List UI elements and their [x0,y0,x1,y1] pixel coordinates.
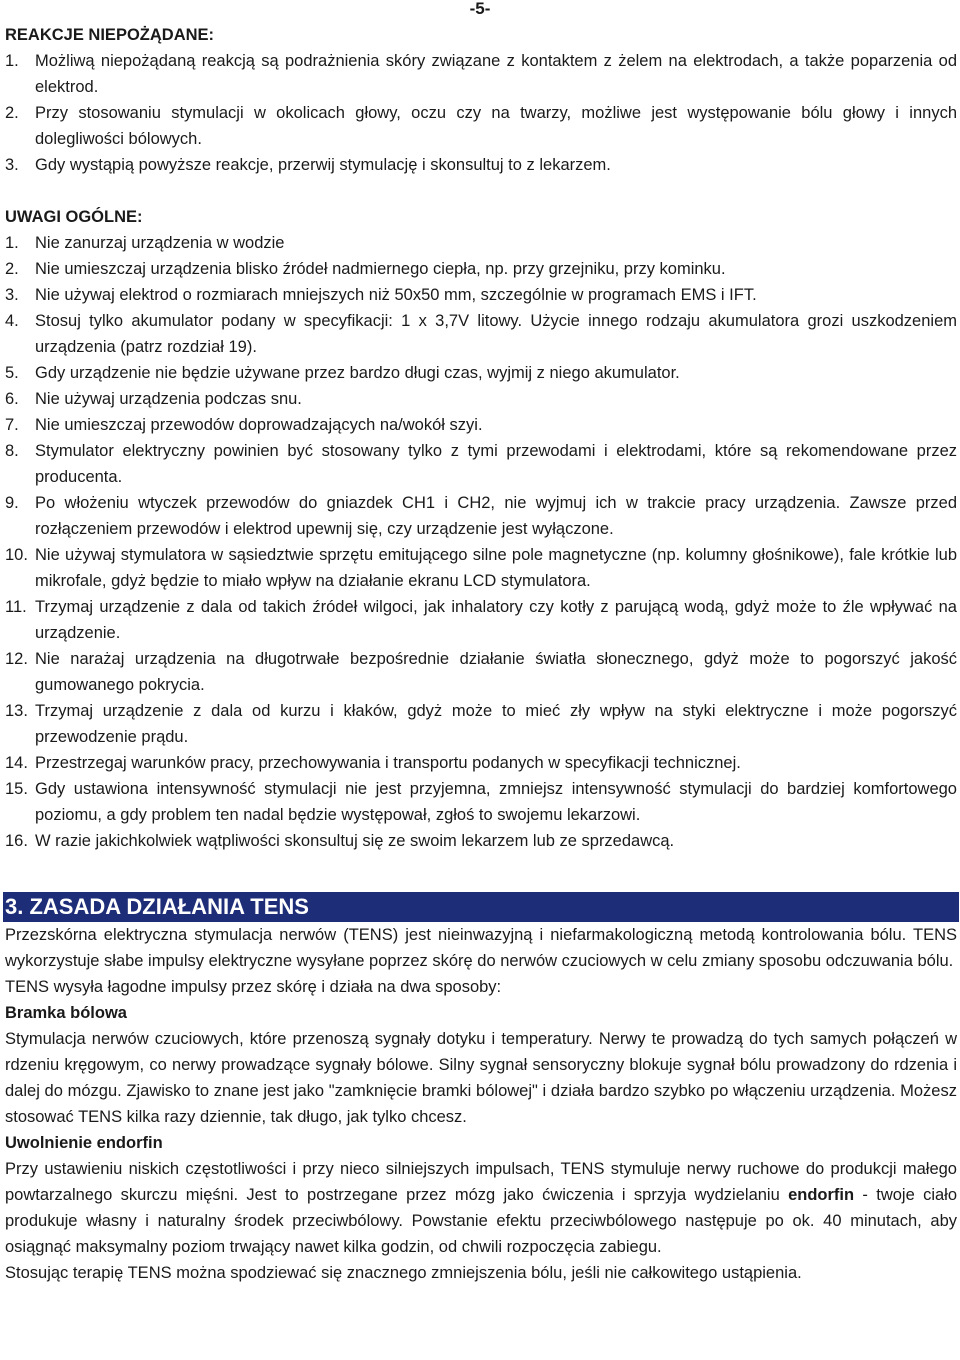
item-number: 10. [5,546,28,564]
general-remarks-list [5,230,957,854]
item-text: Nie umieszczaj urządzenia blisko źródeł nadmiernego ciepła, np. przy grzejniku, przy kominku. [35,260,726,278]
item-text: Gdy wystąpią powyższe reakcje, przerwij stymulację i skonsultuj to z lekarzem. [35,156,611,174]
item-text: Trzymaj urządzenie z dala od kurzu i kłaków, gdyż może to mieć zły wpływ na styki elektryczne i może pogorszyć przewodzenie prądu. [35,702,957,746]
list-item [5,386,957,412]
list-item [5,490,957,542]
item-text: W razie jakichkolwiek wątpliwości skonsultuj się ze swoim lekarzem lub ze sprzedawcą. [35,832,675,850]
item-number: 6. [5,390,19,408]
item-number: 2. [5,104,19,122]
item-number: 16. [5,832,28,850]
general-remarks-heading: UWAGI OGÓLNE: [5,208,143,226]
adverse-reactions-list [5,48,957,178]
item-text: Przestrzegaj warunków pracy, przechowywania i transportu podanych w specyfikacji technicznej. [35,754,741,772]
tens-intro-2: TENS wysyła łagodne impulsy przez skórę i działa na dwa sposoby: [5,978,502,996]
endorphin-text-b: - twoje ciało produkuje własny i naturalny środek przeciwbólowy. Powstanie efektu przeciwbólowego następuje po ok. 40 minutach, aby osiągnąć maksymalny poziom trwający nawet kilka godzin, od chwili rozpoczęcia zabiegu. [5,1186,957,1256]
item-number: 3. [5,286,19,304]
endorphin-bold-word: endorfin [788,1186,855,1204]
item-number: 3. [5,156,19,174]
list-item [5,698,957,750]
spacer [5,882,957,892]
list-item [5,152,957,178]
item-text: Gdy urządzenie nie będzie używane przez bardzo długi czas, wyjmij z niego akumulator. [35,364,680,382]
item-number: 4. [5,312,19,330]
list-item [5,828,957,854]
endorphin-heading: Uwolnienie endorfin [5,1134,163,1152]
item-number: 8. [5,442,19,460]
list-item [5,100,957,152]
item-text: Nie umieszczaj przewodów doprowadzających na/wokół szyi. [35,416,483,434]
list-item [5,48,957,100]
list-item [5,542,957,594]
tens-closing: Stosując terapię TENS można spodziewać się znacznego zmniejszenia bólu, jeśli nie całkowitego ustąpienia. [5,1264,802,1282]
spacer [5,854,957,882]
endorphin-text [5,1156,957,1260]
list-item [5,412,957,438]
item-text: Nie używaj elektrod o rozmiarach mniejszych niż 50x50 mm, szczególnie w programach EMS i IFT. [35,286,757,304]
item-text: Nie zanurzaj urządzenia w wodzie [35,234,285,252]
item-number: 11. [5,598,27,616]
item-number: 1. [5,234,19,252]
list-item [5,230,957,256]
pain-gate-heading: Bramka bólowa [5,1004,127,1022]
list-item [5,776,957,828]
item-number: 9. [5,494,19,512]
item-number: 13. [5,702,28,720]
item-text: Po włożeniu wtyczek przewodów do gniazdek CH1 i CH2, nie wyjmuj ich w trakcie pracy urządzenia. Zawsze przed rozłączeniem przewodów i elektrod upewnij się, czy urządzenie jest wyłączone. [35,494,957,538]
item-text: Możliwą niepożądaną reakcją są podrażnienia skóry związane z kontaktem z żelem na elektrodach, a także poparzenia od elektrod. [35,52,957,96]
list-item [5,282,957,308]
item-text: Stymulator elektryczny powinien być stosowany tylko z tymi przewodami i elektrodami, które są rekomendowane przez producenta. [35,442,957,486]
pain-gate-text: Stymulacja nerwów czuciowych, które przenoszą sygnały dotyku i temperatury. Nerwy te prowadzą do tych samych połączeń w rdzeniu kręgowym, co nerwy prowadzące sygnały bólowe. Silny sygnał sensoryczny blokuje sygnał bólu prowadzony do rdzenia i dalej do mózgu. Zjawisko to znane jest jako "zamknięcie bramki bólowej" i działa bardzo szybko po włączeniu urządzenia. Możesz stosować TENS kilka razy dziennie, tak długo, jak tylko chcesz. [5,1030,957,1126]
item-number: 15. [5,780,28,798]
page-content [5,22,957,1286]
list-item [5,438,957,490]
list-item [5,308,957,360]
item-number: 14. [5,754,28,772]
section-title: 3. ZASADA DZIAŁANIA TENS [3,892,959,922]
item-number: 5. [5,364,19,382]
tens-intro: Przezskórna elektryczna stymulacja nerwów (TENS) jest nieinwazyjną i niefarmakologiczną metodą kontrolowania bólu. TENS wykorzystuje słabe impulsy elektryczne wysyłane poprzez skórę do nerwów czuciowych w celu zmiany sposobu odczuwania bólu. [5,926,957,970]
item-text: Nie używaj stymulatora w sąsiedztwie sprzętu emitującego silne pole magnetyczne (np. kolumny głośnikowe), fale krótkie lub mikrofale, gdyż będzie to miało wpływ na działanie ekranu LCD stymulatora. [35,546,957,590]
item-number: 12. [5,650,28,668]
item-number: 1. [5,52,19,70]
spacer [5,178,957,204]
item-text: Nie narażaj urządzenia na długotrwałe bezpośrednie działanie światła słonecznego, gdyż może to pogorszyć jakość gumowanego pokrycia. [35,650,957,694]
list-item [5,256,957,282]
item-text: Przy stosowaniu stymulacji w okolicach głowy, oczu czy na twarzy, możliwe jest występowanie bólu głowy i innych dolegliwości bólowych. [35,104,957,148]
list-item [5,750,957,776]
item-number: 2. [5,260,19,278]
adverse-reactions-heading: REAKCJE NIEPOŻĄDANE: [5,26,215,44]
item-text: Stosuj tylko akumulator podany w specyfikacji: 1 x 3,7V litowy. Użycie innego rodzaju akumulatora grozi uszkodzeniem urządzenia (patrz rozdział 19). [35,312,957,356]
list-item [5,360,957,386]
list-item [5,646,957,698]
list-item [5,594,957,646]
item-text: Gdy ustawiona intensywność stymulacji nie jest przyjemna, zmniejsz intensywność stymulacji do bardziej komfortowego poziomu, a gdy problem ten nadal będzie występował, zgłoś to swojemu lekarzowi. [35,780,957,824]
endorphin-text-a: Przy ustawieniu niskich częstotliwości i przy nieco silniejszych impulsach, TENS stymuluje nerwy ruchowe do produkcji małego powtarzalnego skurczu mięśni. Jest to postrzegane przez mózg jako ćwiczenia i sprzyja wydzielaniu [5,1160,957,1204]
item-text: Nie używaj urządzenia podczas snu. [35,390,302,408]
item-text: Trzymaj urządzenie z dala od takich źródeł wilgoci, jak inhalatory czy kotły z parującą wodą, gdyż może to źle wpływać na urządzenie. [35,598,957,642]
page-number: -5- [469,0,491,18]
item-number: 7. [5,416,19,434]
